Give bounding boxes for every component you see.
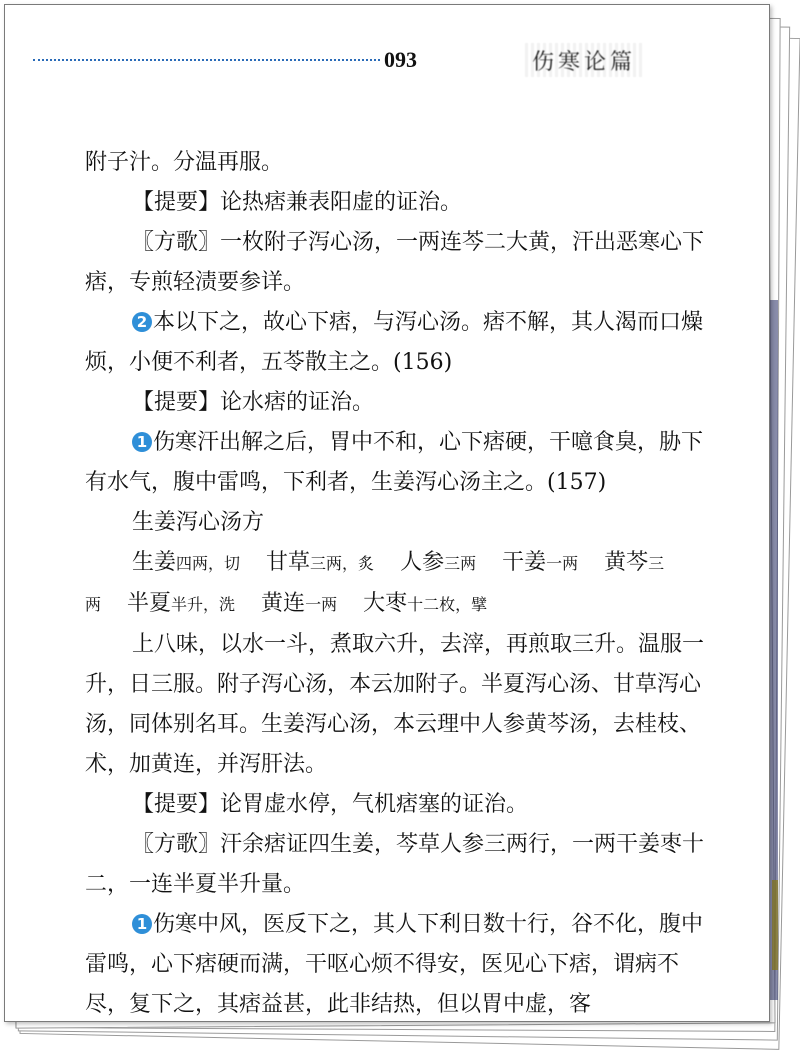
page-number: 093 bbox=[384, 47, 417, 72]
ingredient-dose: 一两 bbox=[305, 595, 338, 614]
ingredient-name: 人参 bbox=[400, 550, 445, 575]
ingredient-dose: 三两 bbox=[85, 554, 665, 614]
page-header bbox=[33, 45, 733, 75]
ingredient-name: 半夏 bbox=[127, 591, 172, 616]
formula-verse-paragraph: 〖方歌〗汗余痞证四生姜，芩草人参三两行，一两干姜枣十二，一连半夏半升量。 bbox=[85, 832, 705, 897]
book-page bbox=[4, 4, 770, 1022]
summary-paragraph: 【提要】论热痞兼表阳虚的证治。 bbox=[132, 190, 463, 215]
clause-text: 本以下之，故心下痞，与泻心汤。痞不解，其人渴而口燥烦，小便不利者，五苓散主之。(156) bbox=[85, 310, 704, 375]
ingredient-name: 黄连 bbox=[261, 591, 306, 616]
clause-paragraph bbox=[85, 423, 705, 503]
formula-title: 生姜泻心汤方 bbox=[132, 510, 265, 535]
header-logo: 伤寒论篇 bbox=[525, 43, 643, 77]
ingredient-item bbox=[261, 591, 337, 616]
ingredient-item bbox=[502, 550, 578, 575]
formula-verse-paragraph: 〖方歌〗一枚附子泻心汤，一两连芩二大黄，汗出恶寒心下痞，专煎轻渍要参详。 bbox=[85, 230, 705, 295]
ingredient-name: 大枣 bbox=[363, 591, 408, 616]
header-dotted-rule bbox=[33, 59, 380, 61]
paragraph: 附子汁。分温再服。 bbox=[85, 150, 284, 175]
ingredient-name: 干姜 bbox=[502, 550, 547, 575]
ingredient-dose: 半升，洗 bbox=[171, 595, 236, 614]
clause-paragraph bbox=[85, 905, 705, 1025]
summary-paragraph: 【提要】论胃虚水停，气机痞塞的证治。 bbox=[132, 792, 529, 817]
ingredient-item bbox=[132, 550, 240, 575]
ingredient-dose: 十二枚，擘 bbox=[407, 595, 488, 614]
ingredient-name: 生姜 bbox=[132, 550, 177, 575]
circled-number-marker: 2 bbox=[132, 312, 152, 332]
ingredient-dose: 三两，炙 bbox=[310, 554, 375, 573]
ingredient-item bbox=[363, 591, 487, 616]
clause-text: 伤寒中风，医反下之，其人下利日数十行，谷不化，腹中雷鸣，心下痞硬而满，干呕心烦不得安，医见心下痞，谓病不尽，复下之，其痞益甚，此非结热，但以胃中虚，客 bbox=[85, 912, 704, 1017]
ingredient-list bbox=[85, 543, 705, 625]
ingredient-name: 黄芩 bbox=[604, 550, 649, 575]
summary-paragraph: 【提要】论水痞的证治。 bbox=[132, 390, 375, 415]
ingredient-item bbox=[400, 550, 476, 575]
method-paragraph: 上八味，以水一斗，煮取六升，去滓，再煎取三升。温服一升，日三服。附子泻心汤，本云加附子。半夏泻心汤、甘草泻心汤，同体别名耳。生姜泻心汤，本云理中人参黄芩汤，去桂枝、术，加黄连，并泻肝法。 bbox=[85, 632, 705, 777]
page-edge-decoration bbox=[772, 880, 778, 970]
ingredient-item bbox=[127, 591, 235, 616]
page-body bbox=[85, 143, 705, 1025]
ingredient-dose: 四两，切 bbox=[176, 554, 241, 573]
ingredient-name: 甘草 bbox=[266, 550, 311, 575]
clause-paragraph bbox=[85, 303, 705, 383]
ingredient-item bbox=[266, 550, 374, 575]
ingredient-dose: 三两 bbox=[444, 554, 477, 573]
clause-text: 伤寒汗出解之后，胃中不和，心下痞硬，干噫食臭，胁下有水气，腹中雷鸣，下利者，生姜泻心汤主之。(157) bbox=[85, 430, 704, 495]
circled-number-marker: 1 bbox=[132, 914, 152, 934]
circled-number-marker: 1 bbox=[132, 432, 152, 452]
ingredient-dose: 一两 bbox=[546, 554, 579, 573]
